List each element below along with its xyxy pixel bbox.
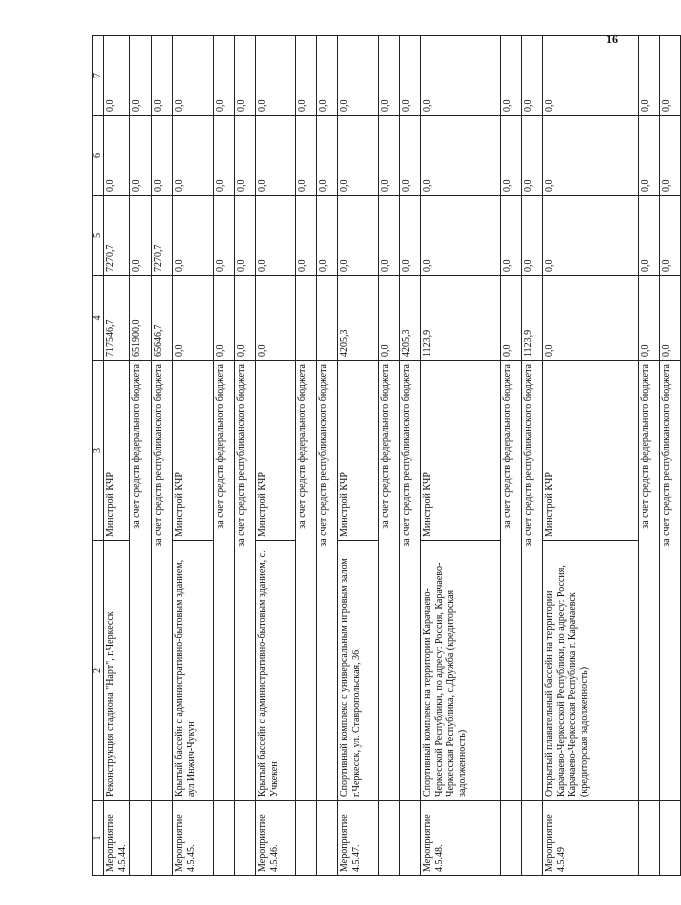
value-col-6-cell: 0,0 — [421, 116, 501, 196]
rotated-table-container — [92, 36, 672, 876]
value-col-7-cell: 0,0 — [173, 36, 214, 116]
value-col-7-cell: 0,0 — [400, 36, 421, 116]
value-col-4-cell: 717546,7 — [104, 276, 130, 361]
executor-cell: Минстрой КЧР — [543, 361, 639, 541]
measure-code-cell — [296, 801, 317, 876]
funding-row — [522, 36, 543, 876]
value-col-5-cell: 0,0 — [522, 196, 543, 276]
value-col-7-cell: 0,0 — [214, 36, 235, 116]
value-col-5-cell: 0,0 — [501, 196, 522, 276]
measure-code-cell: Мероприятие 4.5.44. — [104, 801, 130, 876]
value-col-7-cell: 0,0 — [338, 36, 379, 116]
funding-source-cell: за счет средств республиканского бюджета — [400, 361, 421, 801]
value-col-5-cell: 0,0 — [256, 196, 296, 276]
funding-source-cell: за счет средств федерального бюджета — [130, 361, 152, 801]
value-col-5-cell: 0,0 — [317, 196, 338, 276]
funding-source-cell: за счет средств республиканского бюджета — [317, 361, 338, 801]
funding-row — [130, 36, 152, 876]
value-col-5-cell: 0,0 — [296, 196, 317, 276]
value-col-4-cell: 1123,9 — [522, 276, 543, 361]
value-col-5-cell: 0,0 — [660, 196, 681, 276]
value-col-7-cell: 0,0 — [317, 36, 338, 116]
funding-row — [400, 36, 421, 876]
header-col-2: 2 — [93, 541, 104, 801]
value-col-6-cell: 0,0 — [379, 116, 400, 196]
funding-row — [660, 36, 681, 876]
measure-code-cell — [317, 801, 338, 876]
measure-code-cell — [130, 801, 152, 876]
value-col-4-cell: 0,0 — [256, 276, 296, 361]
funding-source-cell: за счет средств федерального бюджета — [379, 361, 400, 801]
measure-name-cell: Открытый плавательный бассейн на территории Карачаево-Черкесской Республики, по адресу: Россия, Карачаево-Черкесская Республика г. Карачаевск (кредиторская задолженность) — [543, 541, 639, 801]
value-col-7-cell: 0,0 — [256, 36, 296, 116]
value-col-4-cell: 651900,0 — [130, 276, 152, 361]
value-col-7-cell: 0,0 — [104, 36, 130, 116]
executor-cell: Минстрой КЧР — [421, 361, 501, 541]
measure-code-cell — [660, 801, 681, 876]
measure-code-cell — [501, 801, 522, 876]
value-col-6-cell: 0,0 — [317, 116, 338, 196]
value-col-7-cell: 0,0 — [639, 36, 660, 116]
value-col-6-cell: 0,0 — [501, 116, 522, 196]
measure-name-cell: Крытый бассейн с административно-бытовым зданием, с. Учкекен — [256, 541, 296, 801]
value-col-4-cell: 4205,3 — [400, 276, 421, 361]
value-col-7-cell: 0,0 — [522, 36, 543, 116]
funding-row — [296, 36, 317, 876]
value-col-5-cell: 0,0 — [421, 196, 501, 276]
funding-source-cell: за счет средств республиканского бюджета — [235, 361, 256, 801]
value-col-6-cell: 0,0 — [296, 116, 317, 196]
executor-cell: Минстрой КЧР — [256, 361, 296, 541]
funding-row — [235, 36, 256, 876]
executor-cell: Минстрой КЧР — [173, 361, 214, 541]
value-col-6-cell: 0,0 — [639, 116, 660, 196]
value-col-7-cell: 0,0 — [660, 36, 681, 116]
funding-source-cell: за счет средств республиканского бюджета — [522, 361, 543, 801]
value-col-4-cell: 0,0 — [235, 276, 256, 361]
value-col-7-cell: 0,0 — [543, 36, 639, 116]
value-col-6-cell: 0,0 — [152, 116, 173, 196]
funding-source-cell: за счет средств федерального бюджета — [501, 361, 522, 801]
header-row — [93, 36, 104, 876]
value-col-5-cell: 0,0 — [543, 196, 639, 276]
measure-code-cell: Мероприятие 4.5.49 — [543, 801, 639, 876]
header-col-5: 5 — [93, 196, 104, 276]
executor-cell: Минстрой КЧР — [338, 361, 379, 541]
measure-code-cell — [639, 801, 660, 876]
funding-source-cell: за счет средств федерального бюджета — [296, 361, 317, 801]
value-col-6-cell: 0,0 — [660, 116, 681, 196]
value-col-6-cell: 0,0 — [522, 116, 543, 196]
value-col-5-cell: 0,0 — [639, 196, 660, 276]
measure-row — [338, 36, 379, 876]
value-col-5-cell: 0,0 — [379, 196, 400, 276]
value-col-7-cell: 0,0 — [379, 36, 400, 116]
page-number: 16 — [606, 32, 618, 46]
value-col-5-cell: 0,0 — [173, 196, 214, 276]
funding-row — [152, 36, 173, 876]
value-col-6-cell: 0,0 — [173, 116, 214, 196]
value-col-4-cell: 0,0 — [173, 276, 214, 361]
value-col-4-cell: 0,0 — [660, 276, 681, 361]
value-col-4-cell: 0,0 — [501, 276, 522, 361]
value-col-6-cell: 0,0 — [130, 116, 152, 196]
funding-source-cell: за счет средств федерального бюджета — [639, 361, 660, 801]
measure-row — [543, 36, 639, 876]
value-col-4-cell: 0,0 — [543, 276, 639, 361]
value-col-7-cell: 0,0 — [235, 36, 256, 116]
value-col-7-cell: 0,0 — [152, 36, 173, 116]
value-col-4-cell: 0,0 — [639, 276, 660, 361]
value-col-5-cell: 7270,7 — [152, 196, 173, 276]
measure-name-cell: Реконструкция стадиона "Нарт", г.Черкесск — [104, 541, 130, 801]
value-col-4-cell — [296, 276, 317, 361]
funding-source-cell: за счет средств республиканского бюджета — [660, 361, 681, 801]
value-col-5-cell: 7270,7 — [104, 196, 130, 276]
value-col-5-cell: 0,0 — [338, 196, 379, 276]
measure-code-cell — [152, 801, 173, 876]
header-col-3: 3 — [93, 361, 104, 541]
value-col-6-cell: 0,0 — [214, 116, 235, 196]
table-body — [104, 36, 681, 876]
value-col-6-cell: 0,0 — [256, 116, 296, 196]
funding-row — [317, 36, 338, 876]
value-col-5-cell: 0,0 — [400, 196, 421, 276]
measure-code-cell — [400, 801, 421, 876]
measure-code-cell: Мероприятие 4.5.47. — [338, 801, 379, 876]
measure-row — [421, 36, 501, 876]
value-col-6-cell: 0,0 — [104, 116, 130, 196]
value-col-4-cell — [317, 276, 338, 361]
funding-row — [379, 36, 400, 876]
value-col-4-cell: 65646,7 — [152, 276, 173, 361]
value-col-5-cell: 0,0 — [235, 196, 256, 276]
funding-row — [214, 36, 235, 876]
value-col-4-cell: 0,0 — [379, 276, 400, 361]
executor-cell: Минстрой КЧР — [104, 361, 130, 541]
measure-name-cell: Спортивный комплекс на территории Карачаево-Черкесской Республики, по адресу: Россия, Карачаево-Черкесская Республика, с.Дружба (кредиторская задолженность) — [421, 541, 501, 801]
funding-source-cell: за счет средств федерального бюджета — [214, 361, 235, 801]
measure-name-cell: Крытый бассейн с административно-бытовым зданием, аул Инжич-Чукун — [173, 541, 214, 801]
value-col-6-cell: 0,0 — [338, 116, 379, 196]
header-col-7: 7 — [93, 36, 104, 116]
value-col-4-cell: 1123,9 — [421, 276, 501, 361]
value-col-4-cell: 4205,3 — [338, 276, 379, 361]
value-col-7-cell: 0,0 — [296, 36, 317, 116]
measure-row — [173, 36, 214, 876]
value-col-7-cell: 0,0 — [501, 36, 522, 116]
value-col-6-cell: 0,0 — [235, 116, 256, 196]
measure-code-cell: Мероприятие 4.5.46. — [256, 801, 296, 876]
measure-name-cell: Спортивный комплекс с универсальным игровым залом г.Черкесск, ул. Ставропольская, 36 — [338, 541, 379, 801]
funding-source-cell: за счет средств республиканского бюджета — [152, 361, 173, 801]
measures-table — [92, 35, 681, 876]
header-col-6: 6 — [93, 116, 104, 196]
measure-code-cell: Мероприятие 4.5.45. — [173, 801, 214, 876]
header-col-1: 1 — [93, 801, 104, 876]
value-col-6-cell: 0,0 — [543, 116, 639, 196]
measure-code-cell: Мероприятие 4.5.48. — [421, 801, 501, 876]
measure-code-cell — [235, 801, 256, 876]
value-col-7-cell: 0,0 — [421, 36, 501, 116]
measure-row — [256, 36, 296, 876]
measure-code-cell — [214, 801, 235, 876]
header-col-4: 4 — [93, 276, 104, 361]
measure-code-cell — [522, 801, 543, 876]
funding-row — [639, 36, 660, 876]
measure-code-cell — [379, 801, 400, 876]
value-col-7-cell: 0,0 — [130, 36, 152, 116]
value-col-5-cell: 0,0 — [214, 196, 235, 276]
value-col-6-cell: 0,0 — [400, 116, 421, 196]
value-col-5-cell: 0,0 — [130, 196, 152, 276]
value-col-4-cell: 0,0 — [214, 276, 235, 361]
funding-row — [501, 36, 522, 876]
measure-row — [104, 36, 130, 876]
